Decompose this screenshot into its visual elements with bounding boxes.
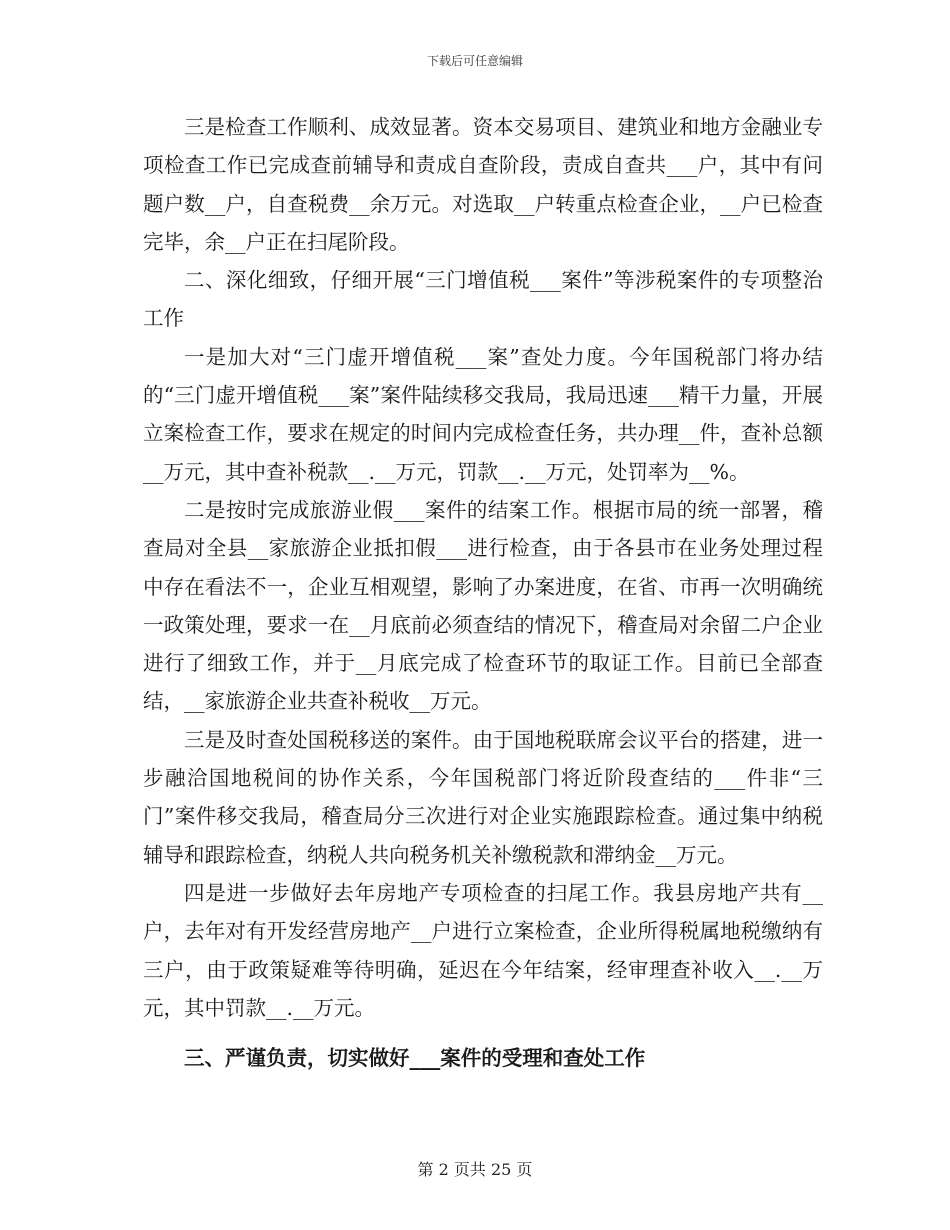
section-heading-2: 二、深化细致，仔细开展“三门增值税___案件”等涉税案件的专项整治工作 <box>143 268 823 331</box>
paragraph-inspection-results: 三是检查工作顺利、成效显著。资本交易项目、建筑业和地方金融业专项检查工作已完成查前辅导和责成自查阶段，责成自查共___户，其中有问题户数__户，自查税费__余万元。对选取__户转重点检查企业，__户已检查完毕，余__户正在扫尾阶段。 <box>143 115 823 254</box>
page-number: 第 2 页共 25 页 <box>417 1160 533 1179</box>
paragraph-real-estate: 四是进一步做好去年房地产专项检查的扫尾工作。我县房地产共有__户，去年对有开发经营房地产__户进行立案检查，企业所得税属地税缴纳有三户，由于政策疑难等待明确，延迟在今年结案，经审理查补收入__.__万元，其中罚款__.__万元。 <box>143 880 823 1020</box>
document-body <box>143 108 823 1077</box>
paragraph-tourism-case: 二是按时完成旅游业假___案件的结案工作。根据市局的统一部署，稽查局对全县__家旅游企业抵扣假___进行检查，由于各县市在业务处理过程中存在看法不一，企业互相观望，影响了办案进度，在省、市再一次明确统一政策处理，要求一在__月底前必须查结的情况下，稽查局对余留二户企业进行了细致工作，并于__月底完成了检查环节的取证工作。目前已全部查结，__家旅游企业共查补税收__万元。 <box>143 497 823 714</box>
paragraph-transferred-cases: 三是及时查处国税移送的案件。由于国地税联席会议平台的搭建，进一步融洽国地税间的协作关系，今年国税部门将近阶段查结的___件非“三门”案件移交我局，稽查局分三次进行对企业实施跟踪检查。通过集中纳税辅导和跟踪检查，纳税人共向税务机关补缴税款和滞纳金__万元。 <box>143 727 823 867</box>
section-heading-3: 三、严谨负责，切实做好___案件的受理和查处工作 <box>184 1046 646 1071</box>
header-note: 下载后可任意编辑 <box>426 54 523 68</box>
paragraph-vat-case: 一是加大对“三门虚开增值税___案”查处力度。今年国税部门将办结的“三门虚开增值税___案”案件陆续移交我局，我局迅速___精干力量，开展立案检查工作，要求在规定的时间内完成检查任务，共办理__件，查补总额__万元，其中查补税款__.__万元，罚款__.__万元，处罚率为__%。 <box>143 344 823 484</box>
